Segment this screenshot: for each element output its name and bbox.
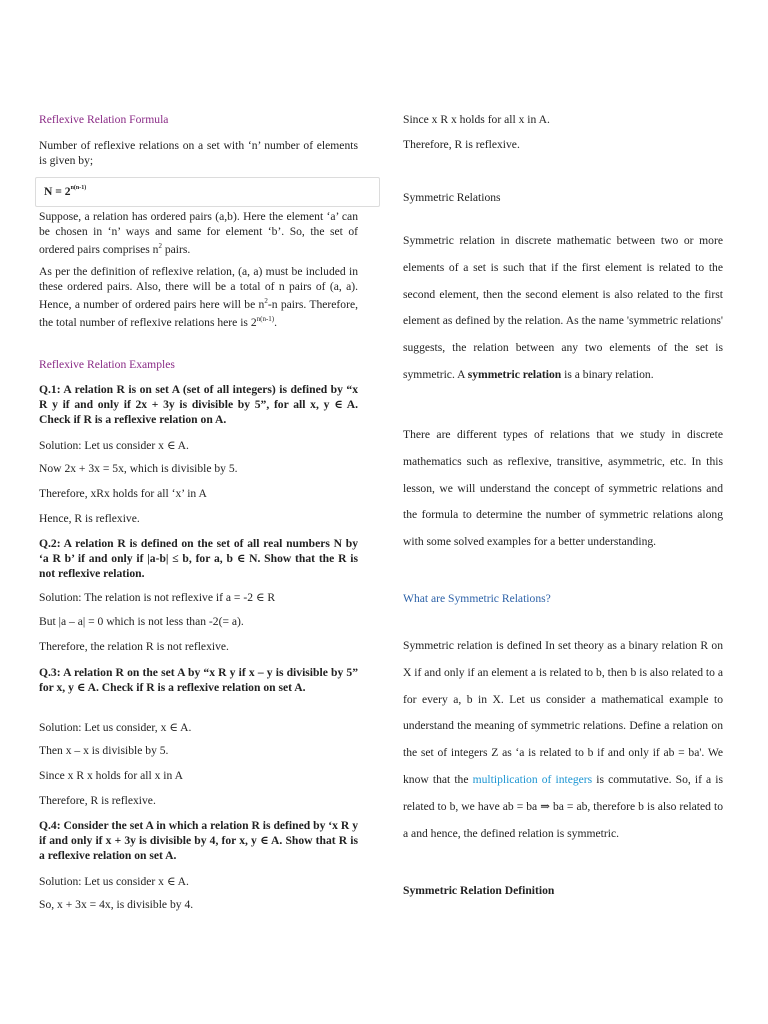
symmetric-relations-heading: Symmetric Relations xyxy=(403,191,501,204)
definition-paragraph xyxy=(39,264,358,330)
q4-solution-line-1: Solution: Let us consider x ∈ A. xyxy=(39,875,189,888)
symmetric-paragraph-1 xyxy=(403,228,723,389)
right-line-1: Since x R x holds for all x in A. xyxy=(403,113,550,126)
ordered-pairs-paragraph xyxy=(39,209,358,257)
symmetric-paragraph-2: There are different types of relations that we study in discrete mathematics such as reflexive, transitive, asymmetric, etc. In this lesson, we will understand the concept of symmetric relations and the formula to determine the number of symmetric relations along with some solved examples for a better understanding. xyxy=(403,428,723,549)
formula-intro: Number of reflexive relations on a set with ‘n’ number of elements is given by; xyxy=(39,139,358,167)
formula xyxy=(44,185,86,198)
definition-text-1: As per the definition of reflexive relation, (a, a) must be included in these ordered pairs. Also, there will be a total of n pairs of (a, a). Hence, a number of ordered pairs here will be n xyxy=(39,265,358,311)
symmetric-relation-definition-heading: Symmetric Relation Definition xyxy=(403,884,555,897)
symmetric-relation-bold: symmetric relation xyxy=(467,367,562,381)
reflexive-formula-heading: Reflexive Relation Formula xyxy=(39,113,169,126)
q1-solution-line-4: Hence, R is reflexive. xyxy=(39,512,140,525)
symmetric-paragraph-3-text-b: is commutative. So, if a is related to b, we have ab = ba ⇒ ba = ab, therefore b is also related to a and hence, the defined relation is symmetric. xyxy=(403,772,724,840)
what-are-symmetric-relations-heading: What are Symmetric Relations? xyxy=(403,592,551,605)
q3-solution-line-1: Solution: Let us consider, x ∈ A. xyxy=(39,721,192,734)
question-3: Q.3: A relation R on the set A by “x R y if x – y is divisible by 5” for x, y ∈ A. Check if R is a reflexive relation on set A. xyxy=(39,666,358,694)
q3-solution-line-3: Since x R x holds for all x in A xyxy=(39,769,183,782)
question-1: Q.1: A relation R is on set A (set of all integers) is defined by “x R y if and only if 2x + 3y is divisible by 5”, for all x, y ∈ A. Check if R is a reflexive relation on A. xyxy=(39,383,358,426)
definition-sup-2: n(n-1) xyxy=(256,314,275,323)
question-4: Q.4: Consider the set A in which a relation R is defined by ‘x R y if and only if x + 3y is divisible by 4, for x, y ∈ A. Show that R is a reflexive relation on set A. xyxy=(39,819,358,862)
formula-exponent: n(n-1) xyxy=(70,185,87,191)
q3-solution-line-2: Then x – x is divisible by 5. xyxy=(39,744,169,757)
definition-end: . xyxy=(274,315,278,329)
formula-base: N = 2 xyxy=(44,185,71,198)
symmetric-paragraph-1-text-a: Symmetric relation in discrete mathematic between two or more elements of a set is such that if the first element is related to the second element, then the second element is also related to the first element as defined by the relation. As the name 'symmetric relations' suggests, the relation between any two elements of the set is symmetric. A xyxy=(403,234,723,381)
formula-box xyxy=(35,177,380,207)
q1-solution-line-1: Solution: Let us consider x ∈ A. xyxy=(39,439,189,452)
symmetric-paragraph-3 xyxy=(403,633,723,847)
q2-solution-line-1: Solution: The relation is not reflexive if a = -2 ∈ R xyxy=(39,591,276,604)
symmetric-paragraph-1-text-b: is a binary relation. xyxy=(561,367,654,381)
q1-solution-line-3: Therefore, xRx holds for all ‘x’ in A xyxy=(39,487,207,500)
examples-heading: Reflexive Relation Examples xyxy=(39,358,175,371)
definition-sup: 2 xyxy=(264,297,268,305)
ordered-pairs-sup: 2 xyxy=(158,242,162,250)
ordered-pairs-text: Suppose, a relation has ordered pairs (a,b). Here the element ‘a’ can be chosen in ‘n’ ways and same for element ‘b’. So, the set of ordered pairs comprises n xyxy=(39,210,358,256)
multiplication-of-integers-link[interactable]: multiplication of integers xyxy=(472,772,593,786)
q2-solution-line-3: Therefore, the relation R is not reflexive. xyxy=(39,640,229,653)
right-line-2: Therefore, R is reflexive. xyxy=(403,138,520,151)
q2-solution-line-2: But |a – a| = 0 which is not less than -2(= a). xyxy=(39,615,244,628)
definition-text-2: -n pairs. Therefore, the total number of reflexive relations here is 2 xyxy=(39,297,358,329)
q1-solution-line-2: Now 2x + 3x = 5x, which is divisible by 5. xyxy=(39,462,238,475)
q4-solution-line-2: So, x + 3x = 4x, is divisible by 4. xyxy=(39,898,194,911)
q3-solution-line-4: Therefore, R is reflexive. xyxy=(39,794,156,807)
question-2: Q.2: A relation R is defined on the set of all real numbers N by ‘a R b’ if and only if |a-b| ≤ b, for a, b ∈ N. Show that the R is not reflexive relation. xyxy=(39,537,358,580)
symmetric-paragraph-3-text-a: Symmetric relation is defined In set theory as a binary relation R on X if and only if an element a is related to b, then b is also related to a for every a, b in X. Let us consider a mathematical example to understand the meaning of symmetric relations. Define a relation on the set of integers Z as ‘a is related to b if and only if ab = ba'. We know that the xyxy=(403,639,723,786)
ordered-pairs-end: pairs. xyxy=(161,242,191,256)
